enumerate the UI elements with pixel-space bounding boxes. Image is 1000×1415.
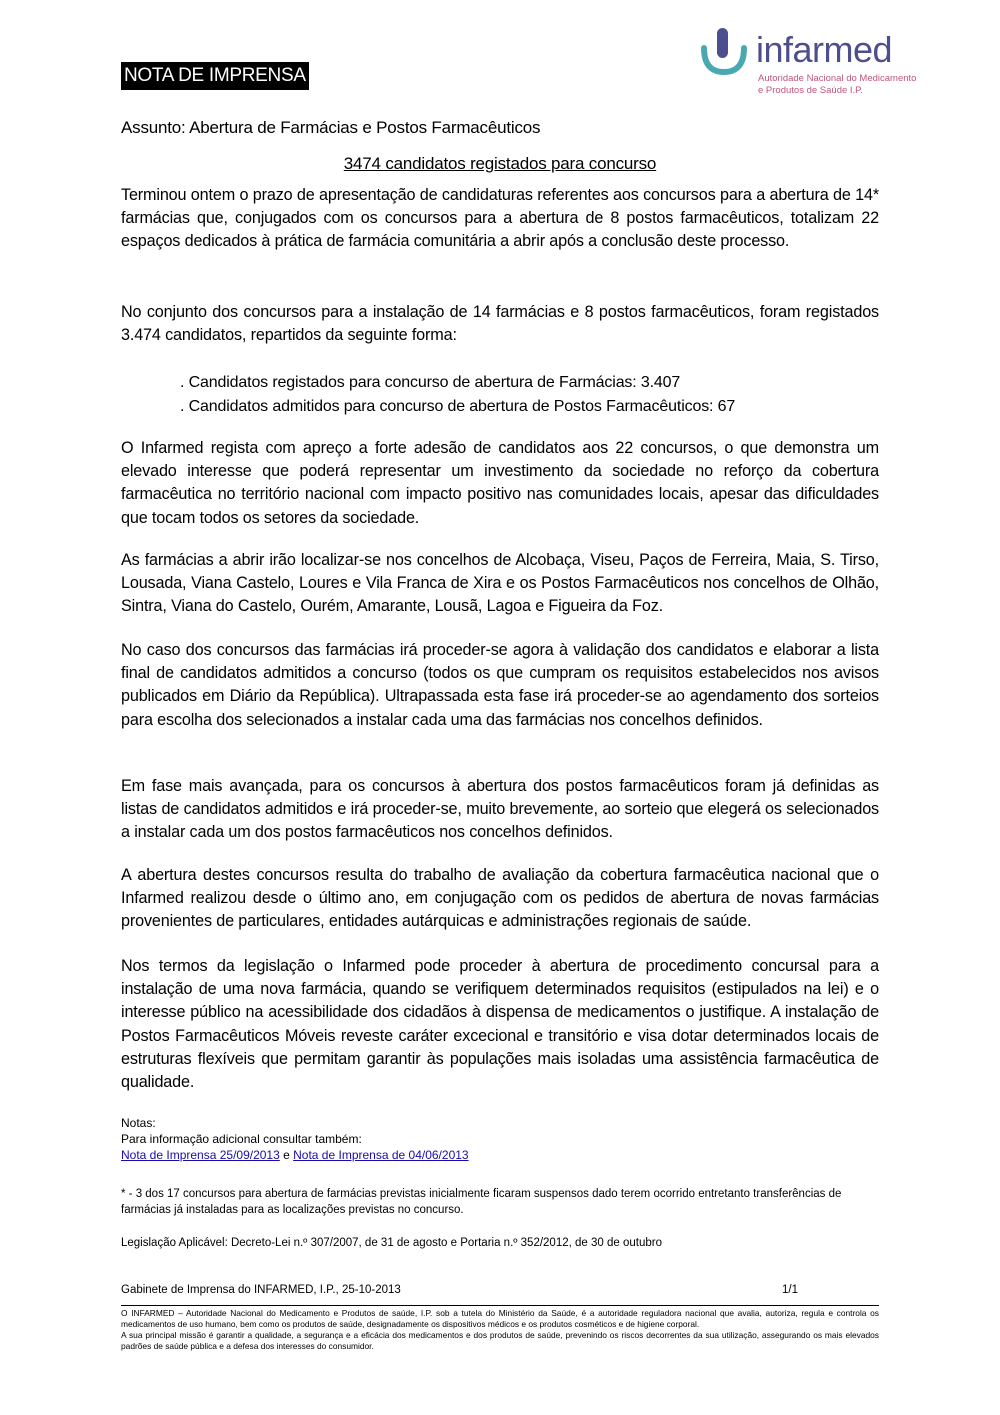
- paragraph-text: O Infarmed regista com apreço a forte adesão de candidatos aos 22 concursos, o que demonstra um elevado interesse que poderá representar um investimento da sociedade no reforço da cobertura farmacêutica no território nacional com impacto positivo nas comunidades locais, apesar das dificuldades que tocam todos os setores da sociedade.: [121, 439, 879, 527]
- logo-tagline-line-2: e Produtos de Saúde I.P.: [758, 85, 863, 96]
- press-note-link-2[interactable]: Nota de Imprensa de 04/06/2013: [293, 1148, 469, 1162]
- notes-links: [121, 1147, 469, 1163]
- logo-tagline-line-1: Autoridade Nacional do Medicamento: [758, 73, 917, 84]
- footnote: * - 3 dos 17 concursos para abertura de farmácias previstas inicialmente ficaram suspensos dado terem ocorrido entretanto transferências de farmácias já instaladas para as localizações previstas no concurso.: [121, 1188, 842, 1216]
- page-number: 1/1: [782, 1284, 798, 1296]
- infarmed-logo: [694, 26, 917, 106]
- logo-wordmark: infarmed: [756, 29, 893, 70]
- list-item: . Candidatos admitidos para concurso de abertura de Postos Farmacêuticos: 67: [180, 397, 736, 415]
- press-note-link-1[interactable]: Nota de Imprensa 25/09/2013: [121, 1148, 280, 1162]
- paragraph-1: [121, 184, 879, 254]
- footer-disclaimer: [121, 1308, 879, 1352]
- paragraph-5: [121, 639, 879, 732]
- disclaimer-paragraph: A sua principal missão é garantir a qualidade, a segurança e a eficácia dos medicamentos e dos produtos de saúde, prevenindo os riscos decorrentes da sua utilização, assegurando os mais elevados padrões de saúde pública e a defesa dos interesses do consumidor.: [121, 1330, 879, 1351]
- paragraph-text: Nos termos da legislação o Infarmed pode proceder à abertura de procedimento concursal para a instalação de uma nova farmácia, quando se verifiquem determinados requisitos (estipulados na lei) e o interesse público na acessibilidade dos cidadãos à dispensa de medicamentos o justifique. A instalação de Postos Farmacêuticos Móveis reveste caráter excecional e transitório e visa dotar determinados locais de estruturas flexíveis que permitam garantir às populações mais isoladas uma assistência farmacêutica de qualidade.: [121, 957, 879, 1092]
- subject-line: Assunto: Abertura de Farmácias e Postos Farmacêuticos: [121, 118, 541, 137]
- paragraph-text: No conjunto dos concursos para a instalação de 14 farmácias e 8 postos farmacêuticos, foram registados 3.474 candidatos, repartidos da seguinte forma:: [121, 303, 879, 345]
- notes-info: Para informação adicional consultar também:: [121, 1132, 362, 1146]
- paragraph-6: [121, 775, 879, 845]
- press-release-badge: NOTA DE IMPRENSA: [121, 62, 309, 90]
- notes-title: Notas:: [121, 1116, 156, 1130]
- links-connector: e: [279, 1148, 294, 1162]
- list-item: . Candidatos registados para concurso de abertura de Farmácias: 3.407: [180, 374, 681, 391]
- candidates-list: [180, 371, 735, 418]
- legislation: Legislação Aplicável: Decreto-Lei n.º 307/2007, de 31 de agosto e Portaria n.º 352/2012, de 30 de outubro: [121, 1237, 662, 1249]
- paragraph-2: [121, 301, 879, 347]
- paragraph-text: Terminou ontem o prazo de apresentação de candidaturas referentes aos concursos para a abertura de 14* farmácias que, conjugados com os concursos para a abertura de 8 postos farmacêuticos, totalizam 22 espaços dedicados à prática de farmácia comunitária a abrir após a conclusão deste processo.: [121, 186, 879, 251]
- notes-section: [121, 1115, 469, 1163]
- paragraph-7: [121, 864, 879, 934]
- paragraph-text: As farmácias a abrir irão localizar-se nos concelhos de Alcobaça, Viseu, Paços de Ferreira, Maia, S. Tirso, Lousada, Viana Castelo, Loures e Vila Franca de Xira e os Postos Farmacêuticos nos concelhos de Olhão, Sintra, Viana do Castelo, Ourém, Amarante, Lousã, Lagoa e Figueira da Foz.: [121, 551, 879, 616]
- paragraph-text: Em fase mais avançada, para os concursos à abertura dos postos farmacêuticos foram já definidas as listas de candidatos admitidos e irá proceder-se, muito brevemente, ao sorteio que elegerá os selecionados a instalar cada um dos postos farmacêuticos nos concelhos definidos.: [121, 777, 879, 842]
- footer-cabinet: Gabinete de Imprensa do INFARMED, I.P., 25-10-2013: [121, 1284, 401, 1296]
- footer-divider: [121, 1305, 879, 1306]
- paragraph-text: No caso dos concursos das farmácias irá proceder-se agora à validação dos candidatos e elaborar a lista final de candidatos admitidos a concurso (todos os que cumpram os requisitos estabelecidos nos avisos publicados em Diário da República). Ultrapassada esta fase irá proceder-se ao agendamento dos sorteios para escolha dos selecionados a instalar cada uma das farmácias nos concelhos definidos.: [121, 641, 879, 729]
- paragraph-3: [121, 437, 879, 530]
- paragraph-8: [121, 955, 879, 1094]
- paragraph-4: [121, 549, 879, 619]
- headline: 3474 candidatos registados para concurso: [343, 154, 657, 173]
- logo-mark-icon: [694, 26, 754, 76]
- logo-tagline: [758, 73, 916, 97]
- paragraph-text: A abertura destes concursos resulta do trabalho de avaliação da cobertura farmacêutica nacional que o Infarmed realizou desde o último ano, em conjugação com os pedidos de abertura de novas farmácias provenientes de particulares, entidades autárquicas e administrações regionais de saúde.: [121, 866, 879, 931]
- disclaimer-paragraph: O INFARMED – Autoridade Nacional do Medicamento e Produtos de saúde, I.P. sob a tutela do Ministério da Saúde, é a autoridade reguladora nacional que avalia, autoriza, regula e controla os medicamentos de uso humano, bem como os produtos de saúde, designadamente os dispositivos médicos e os produtos cosméticos e de higiene corporal.: [121, 1308, 879, 1329]
